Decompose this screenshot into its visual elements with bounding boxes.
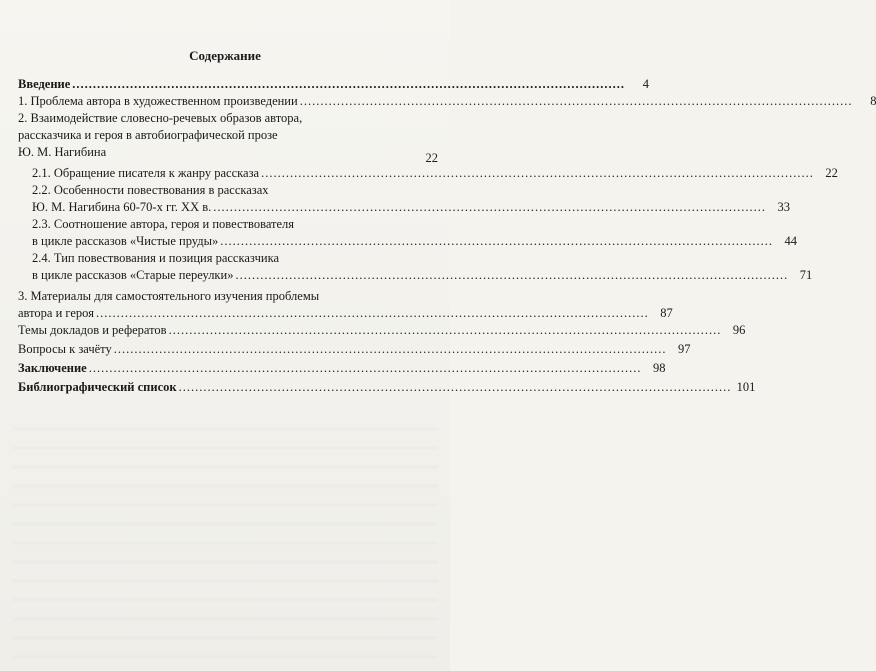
toc-entry-ch2-3[interactable] <box>18 216 797 250</box>
toc-entry-ch2-4[interactable] <box>18 250 813 284</box>
leader-dots: ...................................................................................................................................... <box>72 77 626 91</box>
toc-entry-ch3[interactable] <box>18 288 673 322</box>
toc-entry-line: в цикле рассказов «Чистые пруды» <box>32 234 219 248</box>
toc-entry-text: Темы докладов и рефератов <box>18 323 167 337</box>
toc-entry-line: 2.3. Соотношение автора, героя и повествователя <box>32 217 295 231</box>
toc-entry-intro[interactable] <box>18 76 650 93</box>
toc-entry-text: 2.1. Обращение писателя к жанру рассказа <box>32 166 260 180</box>
toc-entry-line: автора и героя <box>18 306 94 320</box>
toc-entry-line: в цикле рассказов «Старые переулки» <box>32 268 234 282</box>
toc-page-number: 33 <box>777 200 791 214</box>
leader-dots: ...................................................................................................................................... <box>95 306 649 320</box>
toc-entry-line: Ю. М. Нагибина 60-70-х гг. XX в. <box>32 200 212 214</box>
table-of-contents <box>18 76 876 396</box>
leader-dots: ...................................................................................................................................... <box>299 94 853 108</box>
toc-entry-questions[interactable] <box>18 341 691 358</box>
toc-entry-line: 2.2. Особенности повествования в рассказах <box>32 183 269 197</box>
leader-dots: ...................................................................................................................................... <box>261 166 814 180</box>
toc-entry-ch2[interactable] <box>18 110 438 165</box>
bleed-through-texture <box>12 413 438 663</box>
toc-page-number: 4 <box>642 77 650 91</box>
toc-page-number: 87 <box>660 306 673 320</box>
toc-entry-line: 2. Взаимодействие словесно-речевых образов автора, <box>18 111 303 125</box>
toc-page-number: 96 <box>732 323 746 337</box>
leader-dots: ...................................................................................................................................... <box>235 268 789 282</box>
toc-entry-text: Введение <box>18 77 71 91</box>
toc-page-number: 97 <box>677 342 691 356</box>
toc-entry-text: Вопросы к зачёту <box>18 342 112 356</box>
leader-dots: ...................................................................................................................................... <box>88 361 642 375</box>
toc-entry-bibliography[interactable] <box>18 379 756 396</box>
leader-dots: ...................................................................................................................................... <box>168 323 722 337</box>
toc-entry-conclusion[interactable] <box>18 360 666 377</box>
toc-page-number: 22 <box>425 151 438 165</box>
toc-page-number: 98 <box>652 361 666 375</box>
toc-entry-line: рассказчика и героя в автобиографической прозе <box>18 128 278 142</box>
toc-entry-text: Библиографический список <box>18 380 177 394</box>
toc-page-number: 71 <box>799 268 813 282</box>
toc-entry-line: Ю. М. Нагибина <box>18 145 107 159</box>
toc-title: Содержание <box>189 48 261 63</box>
toc-page-number: 22 <box>825 166 838 180</box>
toc-entry-ch2-1[interactable] <box>18 165 838 182</box>
toc-entry-line: 3. Материалы для самостоятельного изучения проблемы <box>18 289 320 303</box>
leader-dots: ...................................................................................................................................... <box>178 380 732 394</box>
toc-page-number: 44 <box>784 234 797 248</box>
toc-entry-text: Заключение <box>18 361 87 375</box>
leader-dots: ...................................................................................................................................... <box>220 234 773 248</box>
toc-page-number: 8 <box>870 94 876 108</box>
toc-entry-topics[interactable] <box>18 322 746 339</box>
toc-entry-ch2-2[interactable] <box>18 182 791 216</box>
leader-dots: ...................................................................................................................................... <box>213 200 767 214</box>
toc-page-number: 101 <box>736 380 756 394</box>
toc-entry-ch1[interactable] <box>18 93 876 110</box>
toc-entry-text: 1. Проблема автора в художественном произведении <box>18 94 298 108</box>
leader-dots: ...................................................................................................................................... <box>113 342 667 356</box>
toc-entry-line: 2.4. Тип повествования и позиция рассказчика <box>32 251 280 265</box>
